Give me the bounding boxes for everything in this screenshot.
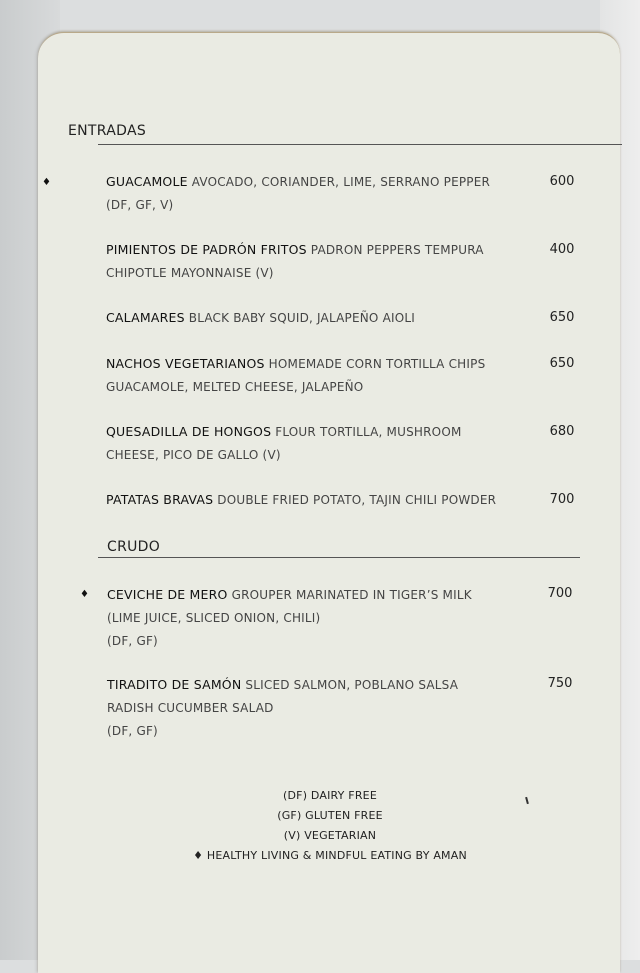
item-description-line2: (DF, GF, V) — [106, 198, 174, 212]
item-description-line2: CHIPOTLE MAYONNAISE (V) — [106, 266, 274, 280]
item-description-line3: (DF, GF) — [107, 634, 158, 648]
item-description-line2: CHEESE, PICO DE GALLO (V) — [106, 448, 281, 462]
item-description-line2: (LIME JUICE, SLICED ONION, CHILI) — [107, 611, 321, 625]
item-name: TIRADITO DE SAMÓN — [107, 677, 242, 692]
legend-dairy-free: (DF) DAIRY FREE — [283, 789, 377, 802]
item-price: 700 — [547, 586, 573, 601]
section-divider — [98, 144, 622, 145]
legend-healthy-living: ♦ HEALTHY LIVING & MINDFUL EATING BY AMAN — [193, 849, 467, 862]
legend-gluten-free: (GF) GLUTEN FREE — [277, 809, 383, 822]
item-description-line3: (DF, GF) — [107, 724, 158, 738]
menu-item — [106, 238, 506, 285]
item-name: NACHOS VEGETARIANOS — [106, 356, 265, 371]
item-description: FLOUR TORTILLA, MUSHROOM — [271, 425, 462, 439]
item-name: PATATAS BRAVAS — [106, 492, 214, 507]
item-description-line2: GUACAMOLE, MELTED CHEESE, JALAPEÑO — [106, 380, 364, 394]
item-price: 650 — [549, 356, 575, 371]
section-title-crudo: CRUDO — [107, 539, 161, 555]
legend-vegetarian: (V) VEGETARIAN — [283, 829, 377, 842]
item-price: 700 — [549, 492, 575, 507]
item-description: AVOCADO, CORIANDER, LIME, SERRANO PEPPER — [187, 175, 491, 189]
item-description: BLACK BABY SQUID, JALAPEÑO AIOLI — [184, 311, 416, 325]
item-description-line2: RADISH CUCUMBER SALAD — [107, 701, 274, 715]
item-price: 400 — [549, 242, 575, 257]
item-description: GROUPER MARINATED IN TIGER’S MILK — [227, 588, 472, 602]
dietary-legend — [180, 786, 480, 866]
healthy-marker-icon: ♦ — [42, 177, 51, 188]
item-name: GUACAMOLE — [106, 174, 188, 189]
item-name: CALAMARES — [106, 310, 185, 325]
section-divider — [98, 557, 580, 558]
item-description: PADRON PEPPERS TEMPURA — [306, 243, 484, 257]
item-description: DOUBLE FRIED POTATO, TAJIN CHILI POWDER — [213, 493, 497, 507]
item-name: PIMIENTOS DE PADRÓN FRITOS — [106, 242, 307, 257]
section-title-entradas: ENTRADAS — [68, 123, 147, 139]
item-name: QUESADILLA DE HONGOS — [106, 424, 272, 439]
item-price: 680 — [549, 424, 575, 439]
item-price: 600 — [549, 174, 575, 189]
item-price: 650 — [549, 310, 575, 325]
menu-item — [107, 583, 497, 653]
menu-item — [106, 170, 496, 217]
menu-item — [106, 306, 496, 330]
healthy-marker-icon: ♦ — [80, 589, 89, 600]
menu-item — [106, 352, 506, 399]
menu-item — [106, 488, 516, 512]
item-description: SLICED SALMON, POBLANO SALSA — [241, 678, 459, 692]
menu-item — [107, 673, 497, 743]
menu-item — [106, 420, 496, 467]
item-price: 750 — [547, 676, 573, 691]
item-name: CEVICHE DE MERO — [107, 587, 228, 602]
item-description: HOMEMADE CORN TORTILLA CHIPS — [264, 357, 486, 371]
